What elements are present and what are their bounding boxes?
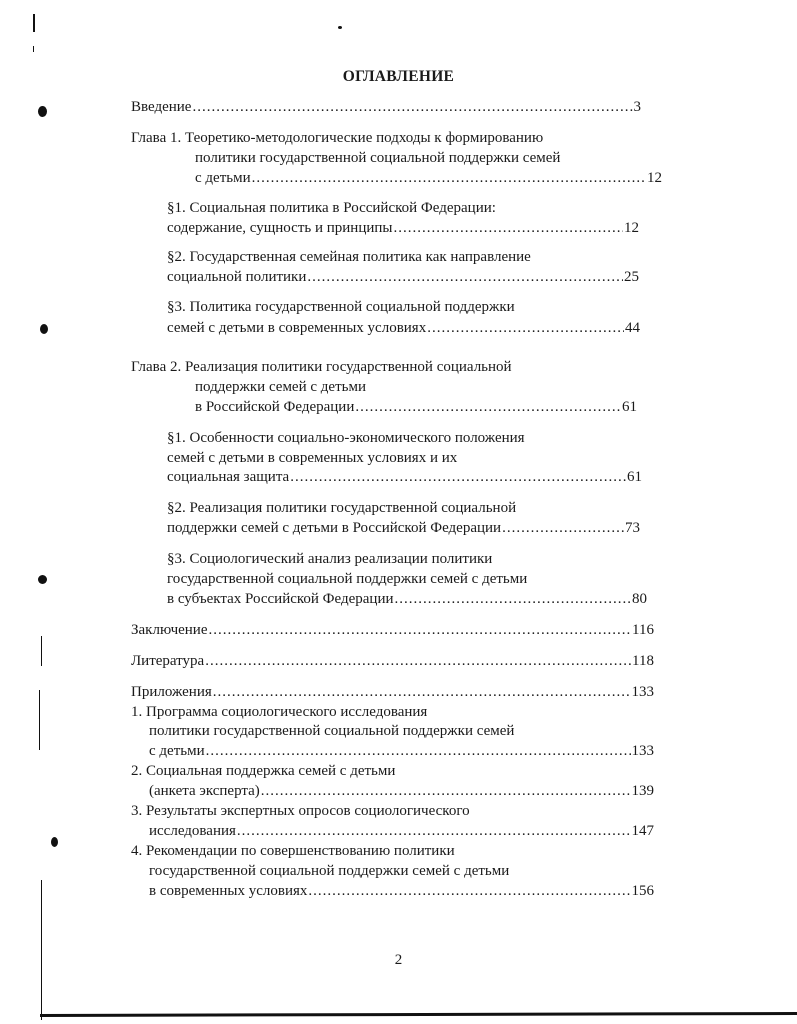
scan-mark-left-bottom bbox=[41, 880, 42, 1020]
toc-page: 80 bbox=[632, 591, 647, 607]
appendix-3-line-1: 3. Результаты экспертных опросов социологического bbox=[131, 803, 470, 819]
appendix-1-line-2: политики государственной социальной поддержки семей bbox=[149, 723, 515, 739]
toc-entry-ch2-section-1 bbox=[167, 467, 642, 487]
toc-label: содержание, сущность и принципы bbox=[167, 220, 393, 236]
toc-label: в Российской Федерации bbox=[195, 399, 355, 415]
toc-label: исследования bbox=[149, 823, 236, 839]
appendix-2-line-1: 2. Социальная поддержка семей с детьми bbox=[131, 763, 396, 779]
toc-entry-ch1-section-3 bbox=[167, 318, 640, 338]
ch2-section-3-line-1: §3. Социологический анализ реализации политики bbox=[167, 551, 493, 567]
toc-label: с детьми bbox=[195, 170, 251, 186]
toc-page: 133 bbox=[631, 684, 654, 700]
toc-page: 61 bbox=[622, 399, 637, 415]
scan-mark-left-top2 bbox=[33, 46, 34, 52]
toc-page: 147 bbox=[631, 823, 654, 839]
toc-page: 3 bbox=[633, 99, 641, 115]
ch2-section-2-line-1: §2. Реализация политики государственной социальной bbox=[167, 500, 517, 516]
scan-speck bbox=[338, 26, 342, 29]
appendix-4-line-1: 4. Рекомендации по совершенствованию политики bbox=[131, 843, 455, 859]
toc-label: Введение bbox=[131, 99, 192, 115]
chapter-2-title-line-1: Глава 2. Реализация политики государственной социальной bbox=[131, 359, 512, 375]
page-title: ОГЛАВЛЕНИЕ bbox=[342, 68, 455, 85]
ch2-section-1-line-2: семей с детьми в современных условиях и их bbox=[167, 450, 458, 466]
toc-label: Приложения bbox=[131, 684, 212, 700]
appendix-1-line-1: 1. Программа социологического исследования bbox=[131, 704, 428, 720]
toc-label: поддержки семей с детьми в Российской Федерации bbox=[167, 520, 502, 536]
punch-hole-1 bbox=[38, 106, 47, 117]
toc-page: 12 bbox=[647, 170, 662, 186]
toc-entry-ch1-section-1 bbox=[167, 218, 639, 238]
toc-page: 73 bbox=[625, 520, 640, 536]
toc-entry-appendix-4 bbox=[149, 881, 654, 901]
ch2-section-3-line-2: государственной социальной поддержки семей с детьми bbox=[167, 571, 528, 587]
toc-page: 156 bbox=[631, 883, 654, 899]
toc-page: 12 bbox=[624, 220, 639, 236]
scan-mark-left-mid bbox=[41, 636, 42, 666]
toc-label: с детьми bbox=[149, 743, 205, 759]
ch2-section-1-line-1: §1. Особенности социально-экономического положения bbox=[167, 430, 525, 446]
chapter-2-title-line-2: поддержки семей с детьми bbox=[195, 379, 366, 395]
toc-entry-ch2-section-3 bbox=[167, 589, 647, 609]
toc-entry-appendix-2 bbox=[149, 781, 654, 801]
toc-entry-conclusion bbox=[131, 620, 654, 640]
toc-entry-appendix-3 bbox=[149, 821, 654, 841]
scan-mark-left-low bbox=[39, 690, 40, 750]
scan-mark-left-top bbox=[33, 14, 35, 32]
toc-page: 133 bbox=[631, 743, 654, 759]
chapter-1-title-line-1: Глава 1. Теоретико-методологические подходы к формированию bbox=[131, 130, 544, 146]
toc-entry-chapter-1 bbox=[195, 168, 662, 188]
punch-hole-3 bbox=[38, 575, 47, 584]
toc-entry-intro bbox=[131, 97, 641, 117]
punch-hole-2 bbox=[40, 324, 48, 334]
scan-bottom-edge bbox=[40, 1012, 797, 1017]
toc-page: 44 bbox=[625, 320, 640, 336]
toc-entry-ch2-section-2 bbox=[167, 518, 640, 538]
toc-label: социальная защита bbox=[167, 469, 290, 485]
ch1-section-1-line-1: §1. Социальная политика в Российской Федерации: bbox=[167, 200, 496, 216]
toc-page: 118 bbox=[632, 653, 654, 669]
ch1-section-2-line-1: §2. Государственная семейная политика как направление bbox=[167, 249, 531, 265]
page-number: 2 bbox=[394, 952, 403, 968]
ch1-section-3-line-1: §3. Политика государственной социальной поддержки bbox=[167, 299, 515, 315]
toc-label: семей с детьми в современных условиях bbox=[167, 320, 427, 336]
toc-entry-chapter-2 bbox=[195, 397, 637, 417]
punch-hole-4 bbox=[51, 837, 58, 847]
toc-label: (анкета эксперта) bbox=[149, 783, 260, 799]
toc-entry-appendices bbox=[131, 682, 654, 702]
toc-label: социальной политики bbox=[167, 269, 307, 285]
toc-label: в субъектах Российской Федерации bbox=[167, 591, 394, 607]
toc-label: Заключение bbox=[131, 622, 208, 638]
toc-page: 116 bbox=[632, 622, 654, 638]
toc-page: 61 bbox=[627, 469, 642, 485]
toc-label: Литература bbox=[131, 653, 205, 669]
toc-entry-appendix-1 bbox=[149, 741, 654, 761]
chapter-1-title-line-2: политики государственной социальной поддержки семей bbox=[195, 150, 561, 166]
toc-entry-ch1-section-2 bbox=[167, 267, 639, 287]
toc-entry-literature bbox=[131, 651, 654, 671]
toc-label: в современных условиях bbox=[149, 883, 308, 899]
toc-page: 25 bbox=[624, 269, 639, 285]
toc-page: 139 bbox=[631, 783, 654, 799]
appendix-4-line-2: государственной социальной поддержки семей с детьми bbox=[149, 863, 510, 879]
